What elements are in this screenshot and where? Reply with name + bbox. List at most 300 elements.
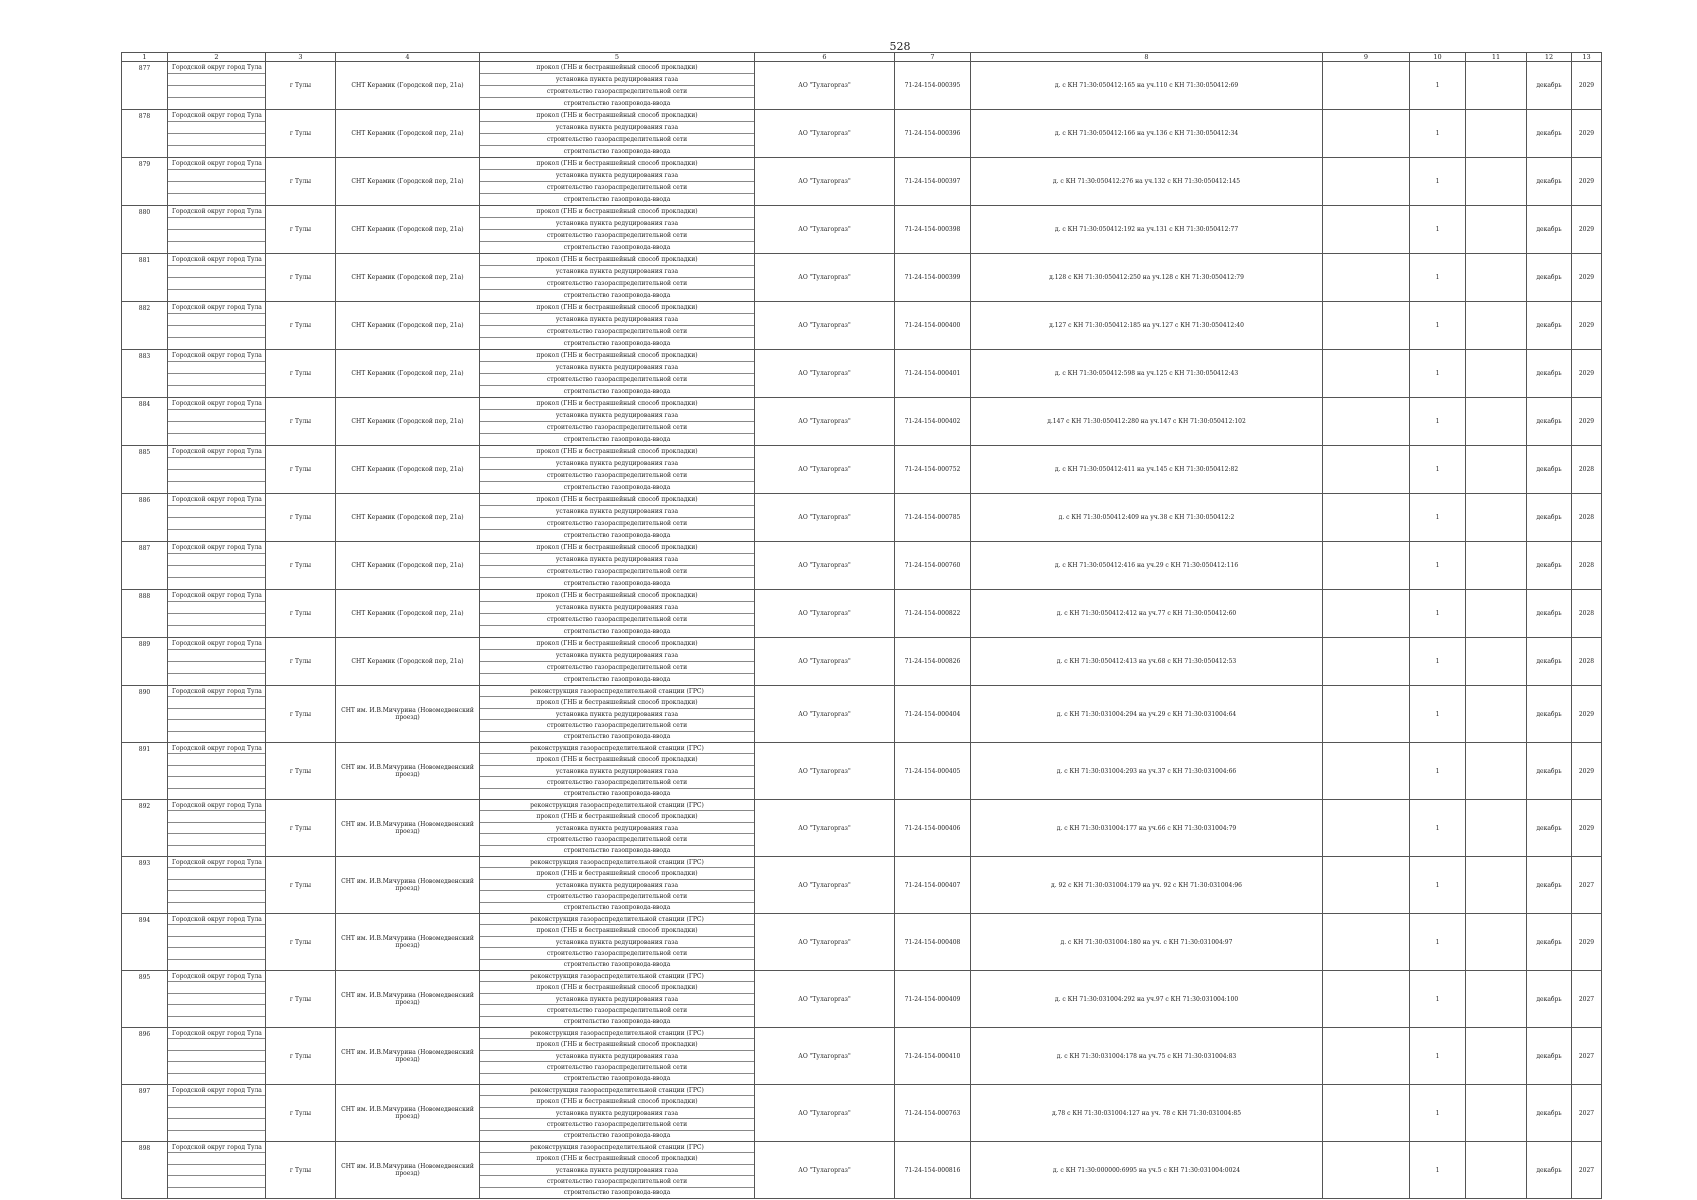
work-item: реконструкция газораспределительной станции (ГРС) — [480, 800, 754, 811]
year-cell: 2029 — [1572, 62, 1602, 110]
city-cell: г Тулы — [266, 857, 336, 914]
org-cell: АО "Тулагоргаз" — [755, 800, 895, 857]
city-cell: г Тулы — [266, 302, 336, 350]
okrug-label: Городской округ город Тула — [168, 638, 265, 650]
count-cell: 1 — [1410, 494, 1466, 542]
city-cell: г Тулы — [266, 638, 336, 686]
col11-cell — [1466, 1142, 1527, 1199]
org-cell: АО "Тулагоргаз" — [755, 158, 895, 206]
col9-cell — [1323, 206, 1410, 254]
count-cell: 1 — [1410, 800, 1466, 857]
month-cell: декабрь — [1527, 158, 1572, 206]
month-cell: декабрь — [1527, 1142, 1572, 1199]
table-row — [122, 857, 1602, 914]
work-item: установка пункта редуцирования газа — [480, 218, 754, 230]
address-cell: д. с КН 71:30:031004:180 на уч. с КН 71:30:031004:97 — [971, 914, 1323, 971]
object-cell: СНТ Керамик (Городской пер, 21а) — [336, 398, 480, 446]
address-cell: д. с КН 71:30:050412:413 на уч.68 с КН 71:30:050412:53 — [971, 638, 1323, 686]
column-header-9: 9 — [1323, 53, 1410, 62]
okrug-cell — [168, 254, 266, 302]
col9-cell — [1323, 254, 1410, 302]
month-cell: декабрь — [1527, 1085, 1572, 1142]
okrug-label: Городской округ город Тула — [168, 158, 265, 170]
col11-cell — [1466, 494, 1527, 542]
okrug-cell — [168, 800, 266, 857]
row-number: 883 — [122, 350, 168, 398]
code-cell: 71-24-154-000404 — [895, 686, 971, 743]
address-cell: д. с КН 71:30:050412:409 на уч.38 с КН 71:30:050412:2 — [971, 494, 1323, 542]
org-cell: АО "Тулагоргаз" — [755, 110, 895, 158]
address-cell: д. с КН 71:30:031004:177 на уч.66 с КН 71:30:031004:79 — [971, 800, 1323, 857]
col9-cell — [1323, 446, 1410, 494]
work-item: строительство газораспределительной сети — [480, 518, 754, 530]
row-number: 882 — [122, 302, 168, 350]
month-cell: декабрь — [1527, 914, 1572, 971]
org-cell: АО "Тулагоргаз" — [755, 1085, 895, 1142]
work-item: строительство газораспределительной сети — [480, 662, 754, 674]
work-item: строительство газопровода-ввода — [563, 484, 671, 491]
okrug-label: Городской округ город Тула — [168, 1142, 265, 1153]
work-item: установка пункта редуцирования газа — [480, 266, 754, 278]
work-item: строительство газораспределительной сети — [480, 182, 754, 194]
address-cell: д. с КН 71:30:050412:598 на уч.125 с КН 71:30:050412:43 — [971, 350, 1323, 398]
city-cell: г Тулы — [266, 800, 336, 857]
city-cell: г Тулы — [266, 971, 336, 1028]
code-cell: 71-24-154-000395 — [895, 62, 971, 110]
code-cell: 71-24-154-000397 — [895, 158, 971, 206]
table-row — [122, 1085, 1602, 1142]
row-number: 897 — [122, 1085, 168, 1142]
object-cell: СНТ Керамик (Городской пер, 21а) — [336, 542, 480, 590]
col9-cell — [1323, 302, 1410, 350]
col11-cell — [1466, 590, 1527, 638]
work-item: прокол (ГНБ и бестраншейный способ прокладки) — [480, 254, 754, 266]
work-item: прокол (ГНБ и бестраншейный способ прокладки) — [480, 542, 754, 554]
work-item: строительство газораспределительной сети — [480, 1005, 754, 1016]
okrug-label: Городской округ город Тула — [168, 1085, 265, 1096]
month-cell: декабрь — [1527, 971, 1572, 1028]
okrug-label: Городской округ город Тула — [168, 686, 265, 697]
count-cell: 1 — [1410, 62, 1466, 110]
okrug-cell — [168, 590, 266, 638]
row-number: 894 — [122, 914, 168, 971]
work-item: установка пункта редуцирования газа — [480, 709, 754, 720]
col11-cell — [1466, 638, 1527, 686]
address-cell: д.78 с КН 71:30:031004:127 на уч. 78 с КН 71:30:031004:85 — [971, 1085, 1323, 1142]
year-cell: 2029 — [1572, 254, 1602, 302]
count-cell: 1 — [1410, 971, 1466, 1028]
work-item: реконструкция газораспределительной станции (ГРС) — [480, 914, 754, 925]
object-cell: СНТ им. И.В.Мичурина (Новомедвенский проезд) — [336, 743, 480, 800]
org-cell: АО "Тулагоргаз" — [755, 686, 895, 743]
okrug-label: Городской округ город Тула — [168, 398, 265, 410]
row-number: 887 — [122, 542, 168, 590]
column-header-5: 5 — [480, 53, 755, 62]
table-row — [122, 110, 1602, 158]
year-cell: 2027 — [1572, 971, 1602, 1028]
city-cell: г Тулы — [266, 542, 336, 590]
city-cell: г Тулы — [266, 158, 336, 206]
work-item: строительство газораспределительной сети — [480, 948, 754, 959]
column-header-10: 10 — [1410, 53, 1466, 62]
works-cell — [480, 1028, 755, 1085]
month-cell: декабрь — [1527, 542, 1572, 590]
year-cell: 2029 — [1572, 302, 1602, 350]
work-item: прокол (ГНБ и бестраншейный способ прокладки) — [480, 982, 754, 993]
code-cell: 71-24-154-000816 — [895, 1142, 971, 1199]
works-cell — [480, 914, 755, 971]
works-cell — [480, 446, 755, 494]
object-cell: СНТ им. И.В.Мичурина (Новомедвенский проезд) — [336, 1142, 480, 1199]
row-number: 878 — [122, 110, 168, 158]
work-item: прокол (ГНБ и бестраншейный способ прокладки) — [480, 868, 754, 879]
code-cell: 71-24-154-000402 — [895, 398, 971, 446]
object-cell: СНТ Керамик (Городской пер, 21а) — [336, 254, 480, 302]
col11-cell — [1466, 800, 1527, 857]
object-cell: СНТ Керамик (Городской пер, 21а) — [336, 638, 480, 686]
okrug-cell — [168, 1028, 266, 1085]
work-item: реконструкция газораспределительной станции (ГРС) — [480, 971, 754, 982]
col11-cell — [1466, 743, 1527, 800]
city-cell: г Тулы — [266, 206, 336, 254]
address-cell: д. с КН 71:30:050412:165 на уч.110 с КН 71:30:050412:69 — [971, 62, 1323, 110]
column-header-2: 2 — [168, 53, 266, 62]
table-row — [122, 1142, 1602, 1199]
year-cell: 2027 — [1572, 857, 1602, 914]
works-cell — [480, 110, 755, 158]
address-cell: д. 92 с КН 71:30:031004:179 на уч. 92 с КН 71:30:031004:96 — [971, 857, 1323, 914]
work-item: прокол (ГНБ и бестраншейный способ прокладки) — [480, 1153, 754, 1164]
work-item: установка пункта редуцирования газа — [480, 823, 754, 834]
work-item: установка пункта редуцирования газа — [480, 1051, 754, 1062]
column-header-4: 4 — [336, 53, 480, 62]
count-cell: 1 — [1410, 350, 1466, 398]
code-cell: 71-24-154-000398 — [895, 206, 971, 254]
code-cell: 71-24-154-000406 — [895, 800, 971, 857]
work-item: строительство газопровода-ввода — [563, 388, 671, 395]
row-number: 889 — [122, 638, 168, 686]
work-item: строительство газопровода-ввода — [563, 733, 671, 741]
table-row — [122, 542, 1602, 590]
col9-cell — [1323, 110, 1410, 158]
code-cell: 71-24-154-000400 — [895, 302, 971, 350]
city-cell: г Тулы — [266, 398, 336, 446]
work-item: реконструкция газораспределительной станции (ГРС) — [480, 857, 754, 868]
work-item: установка пункта редуцирования газа — [480, 650, 754, 662]
col9-cell — [1323, 1028, 1410, 1085]
org-cell: АО "Тулагоргаз" — [755, 1142, 895, 1199]
col9-cell — [1323, 62, 1410, 110]
okrug-cell — [168, 638, 266, 686]
month-cell: декабрь — [1527, 800, 1572, 857]
col9-cell — [1323, 494, 1410, 542]
table-row — [122, 302, 1602, 350]
work-item: прокол (ГНБ и бестраншейный способ прокладки) — [480, 206, 754, 218]
count-cell: 1 — [1410, 857, 1466, 914]
month-cell: декабрь — [1527, 302, 1572, 350]
work-item: строительство газопровода-ввода — [563, 961, 671, 969]
row-number: 877 — [122, 62, 168, 110]
city-cell: г Тулы — [266, 1142, 336, 1199]
count-cell: 1 — [1410, 446, 1466, 494]
count-cell: 1 — [1410, 638, 1466, 686]
table-row — [122, 971, 1602, 1028]
city-cell: г Тулы — [266, 350, 336, 398]
work-item: строительство газопровода-ввода — [563, 628, 671, 635]
address-cell: д. с КН 71:30:031004:293 на уч.37 с КН 71:30:031004:66 — [971, 743, 1323, 800]
count-cell: 1 — [1410, 110, 1466, 158]
row-number: 886 — [122, 494, 168, 542]
year-cell: 2028 — [1572, 494, 1602, 542]
col11-cell — [1466, 110, 1527, 158]
code-cell: 71-24-154-000399 — [895, 254, 971, 302]
okrug-label: Городской округ город Тула — [168, 254, 265, 266]
table-row — [122, 350, 1602, 398]
col9-cell — [1323, 590, 1410, 638]
okrug-cell — [168, 857, 266, 914]
object-cell: СНТ Керамик (Городской пер, 21а) — [336, 446, 480, 494]
works-cell — [480, 743, 755, 800]
work-item: прокол (ГНБ и бестраншейный способ прокладки) — [480, 350, 754, 362]
col9-cell — [1323, 158, 1410, 206]
row-number: 884 — [122, 398, 168, 446]
table-row — [122, 800, 1602, 857]
work-item: прокол (ГНБ и бестраншейный способ прокладки) — [480, 697, 754, 708]
object-cell: СНТ им. И.В.Мичурина (Новомедвенский проезд) — [336, 857, 480, 914]
object-cell: СНТ им. И.В.Мичурина (Новомедвенский проезд) — [336, 971, 480, 1028]
page-number: 528 — [889, 40, 911, 53]
col11-cell — [1466, 254, 1527, 302]
work-item: строительство газопровода-ввода — [563, 148, 671, 155]
col11-cell — [1466, 62, 1527, 110]
org-cell: АО "Тулагоргаз" — [755, 914, 895, 971]
okrug-label: Городской округ город Тула — [168, 350, 265, 362]
work-item: строительство газораспределительной сети — [480, 422, 754, 434]
count-cell: 1 — [1410, 686, 1466, 743]
month-cell: декабрь — [1527, 638, 1572, 686]
address-cell: д. с КН 71:30:050412:192 на уч.131 с КН 71:30:050412:77 — [971, 206, 1323, 254]
work-item: прокол (ГНБ и бестраншейный способ прокладки) — [480, 494, 754, 506]
work-item: строительство газораспределительной сети — [480, 470, 754, 482]
work-item: строительство газопровода-ввода — [563, 100, 671, 107]
work-item: прокол (ГНБ и бестраншейный способ прокладки) — [480, 110, 754, 122]
work-item: установка пункта редуцирования газа — [480, 410, 754, 422]
year-cell: 2029 — [1572, 800, 1602, 857]
org-cell: АО "Тулагоргаз" — [755, 971, 895, 1028]
work-item: строительство газопровода-ввода — [563, 1189, 671, 1197]
code-cell: 71-24-154-000826 — [895, 638, 971, 686]
year-cell: 2027 — [1572, 1085, 1602, 1142]
row-number: 880 — [122, 206, 168, 254]
object-cell: СНТ Керамик (Городской пер, 21а) — [336, 62, 480, 110]
okrug-label: Городской округ город Тула — [168, 590, 265, 602]
month-cell: декабрь — [1527, 857, 1572, 914]
col11-cell — [1466, 206, 1527, 254]
work-item: установка пункта редуцирования газа — [480, 994, 754, 1005]
work-item: прокол (ГНБ и бестраншейный способ прокладки) — [480, 62, 754, 74]
year-cell: 2029 — [1572, 914, 1602, 971]
table-row — [122, 254, 1602, 302]
table-row — [122, 446, 1602, 494]
work-item: строительство газораспределительной сети — [480, 566, 754, 578]
object-cell: СНТ им. И.В.Мичурина (Новомедвенский проезд) — [336, 1085, 480, 1142]
org-cell: АО "Тулагоргаз" — [755, 62, 895, 110]
works-cell — [480, 857, 755, 914]
data-table — [121, 52, 1602, 1199]
code-cell: 71-24-154-000409 — [895, 971, 971, 1028]
column-header-1: 1 — [122, 53, 168, 62]
col11-cell — [1466, 1028, 1527, 1085]
work-item: реконструкция газораспределительной станции (ГРС) — [480, 1028, 754, 1039]
code-cell: 71-24-154-000752 — [895, 446, 971, 494]
code-cell: 71-24-154-000763 — [895, 1085, 971, 1142]
work-item: установка пункта редуцирования газа — [480, 554, 754, 566]
org-cell: АО "Тулагоргаз" — [755, 254, 895, 302]
org-cell: АО "Тулагоргаз" — [755, 857, 895, 914]
works-cell — [480, 1142, 755, 1199]
col9-cell — [1323, 1142, 1410, 1199]
work-item: строительство газопровода-ввода — [563, 847, 671, 855]
month-cell: декабрь — [1527, 350, 1572, 398]
work-item: установка пункта редуцирования газа — [480, 314, 754, 326]
work-item: установка пункта редуцирования газа — [480, 937, 754, 948]
object-cell: СНТ Керамик (Городской пер, 21а) — [336, 158, 480, 206]
works-cell — [480, 350, 755, 398]
code-cell: 71-24-154-000401 — [895, 350, 971, 398]
work-item: установка пункта редуцирования газа — [480, 74, 754, 86]
org-cell: АО "Тулагоргаз" — [755, 302, 895, 350]
work-item: прокол (ГНБ и бестраншейный способ прокладки) — [480, 590, 754, 602]
okrug-cell — [168, 158, 266, 206]
work-item: установка пункта редуцирования газа — [480, 602, 754, 614]
work-item: строительство газораспределительной сети — [480, 777, 754, 788]
okrug-label: Городской округ город Тула — [168, 206, 265, 218]
work-item: установка пункта редуцирования газа — [480, 170, 754, 182]
month-cell: декабрь — [1527, 62, 1572, 110]
work-item: строительство газораспределительной сети — [480, 891, 754, 902]
table-row — [122, 590, 1602, 638]
work-item: установка пункта редуцирования газа — [480, 1165, 754, 1176]
address-cell: д. с КН 71:30:050412:412 на уч.77 с КН 71:30:050412:60 — [971, 590, 1323, 638]
okrug-label: Городской округ город Тула — [168, 800, 265, 811]
row-number: 890 — [122, 686, 168, 743]
year-cell: 2028 — [1572, 638, 1602, 686]
work-item: установка пункта редуцирования газа — [480, 880, 754, 891]
work-item: прокол (ГНБ и бестраншейный способ прокладки) — [480, 1096, 754, 1107]
work-item: строительство газораспределительной сети — [480, 374, 754, 386]
work-item: реконструкция газораспределительной станции (ГРС) — [480, 1085, 754, 1096]
okrug-label: Городской округ город Тула — [168, 446, 265, 458]
column-header-11: 11 — [1466, 53, 1527, 62]
column-header-8: 8 — [971, 53, 1323, 62]
code-cell: 71-24-154-000408 — [895, 914, 971, 971]
address-cell: д.147 с КН 71:30:050412:280 на уч.147 с КН 71:30:050412:102 — [971, 398, 1323, 446]
col11-cell — [1466, 398, 1527, 446]
work-item: прокол (ГНБ и бестраншейный способ прокладки) — [480, 398, 754, 410]
code-cell: 71-24-154-000407 — [895, 857, 971, 914]
table-row — [122, 398, 1602, 446]
org-cell: АО "Тулагоргаз" — [755, 350, 895, 398]
work-item: установка пункта редуцирования газа — [480, 766, 754, 777]
works-cell — [480, 62, 755, 110]
okrug-cell — [168, 494, 266, 542]
work-item: строительство газопровода-ввода — [563, 532, 671, 539]
okrug-cell — [168, 446, 266, 494]
col11-cell — [1466, 446, 1527, 494]
okrug-cell — [168, 914, 266, 971]
okrug-cell — [168, 1085, 266, 1142]
col11-cell — [1466, 857, 1527, 914]
work-item: установка пункта редуцирования газа — [480, 362, 754, 374]
org-cell: АО "Тулагоргаз" — [755, 542, 895, 590]
work-item: строительство газопровода-ввода — [563, 676, 671, 683]
row-number: 879 — [122, 158, 168, 206]
org-cell: АО "Тулагоргаз" — [755, 446, 895, 494]
work-item: реконструкция газораспределительной станции (ГРС) — [480, 1142, 754, 1153]
year-cell: 2029 — [1572, 110, 1602, 158]
okrug-label: Городской округ город Тула — [168, 971, 265, 982]
object-cell: СНТ им. И.В.Мичурина (Новомедвенский проезд) — [336, 914, 480, 971]
work-item: прокол (ГНБ и бестраншейный способ прокладки) — [480, 754, 754, 765]
work-item: строительство газопровода-ввода — [563, 436, 671, 443]
okrug-label: Городской округ город Тула — [168, 1028, 265, 1039]
code-cell: 71-24-154-000760 — [895, 542, 971, 590]
code-cell: 71-24-154-000405 — [895, 743, 971, 800]
work-item: установка пункта редуцирования газа — [480, 506, 754, 518]
year-cell: 2029 — [1572, 686, 1602, 743]
col11-cell — [1466, 302, 1527, 350]
row-number: 896 — [122, 1028, 168, 1085]
month-cell: декабрь — [1527, 1028, 1572, 1085]
works-cell — [480, 971, 755, 1028]
works-cell — [480, 494, 755, 542]
col11-cell — [1466, 1085, 1527, 1142]
work-item: строительство газораспределительной сети — [480, 1119, 754, 1130]
table-row — [122, 158, 1602, 206]
year-cell: 2029 — [1572, 158, 1602, 206]
month-cell: декабрь — [1527, 446, 1572, 494]
row-number: 881 — [122, 254, 168, 302]
table-body — [122, 62, 1602, 1199]
work-item: строительство газораспределительной сети — [480, 834, 754, 845]
work-item: строительство газопровода-ввода — [563, 790, 671, 798]
address-cell: д. с КН 71:30:050412:411 на уч.145 с КН 71:30:050412:82 — [971, 446, 1323, 494]
year-cell: 2027 — [1572, 1028, 1602, 1085]
year-cell: 2027 — [1572, 1142, 1602, 1199]
col9-cell — [1323, 800, 1410, 857]
org-cell: АО "Тулагоргаз" — [755, 1028, 895, 1085]
okrug-cell — [168, 398, 266, 446]
object-cell: СНТ Керамик (Городской пер, 21а) — [336, 206, 480, 254]
count-cell: 1 — [1410, 743, 1466, 800]
col11-cell — [1466, 542, 1527, 590]
org-cell: АО "Тулагоргаз" — [755, 590, 895, 638]
work-item: строительство газопровода-ввода — [563, 340, 671, 347]
table-row — [122, 1028, 1602, 1085]
count-cell: 1 — [1410, 158, 1466, 206]
object-cell: СНТ им. И.В.Мичурина (Новомедвенский проезд) — [336, 800, 480, 857]
okrug-cell — [168, 1142, 266, 1199]
okrug-cell — [168, 971, 266, 1028]
table-row — [122, 62, 1602, 110]
month-cell: декабрь — [1527, 110, 1572, 158]
row-number: 892 — [122, 800, 168, 857]
okrug-label: Городской округ город Тула — [168, 302, 265, 314]
org-cell: АО "Тулагоргаз" — [755, 638, 895, 686]
column-header-13: 13 — [1572, 53, 1602, 62]
address-cell: д. с КН 71:30:050412:276 на уч.132 с КН 71:30:050412:145 — [971, 158, 1323, 206]
year-cell: 2028 — [1572, 446, 1602, 494]
